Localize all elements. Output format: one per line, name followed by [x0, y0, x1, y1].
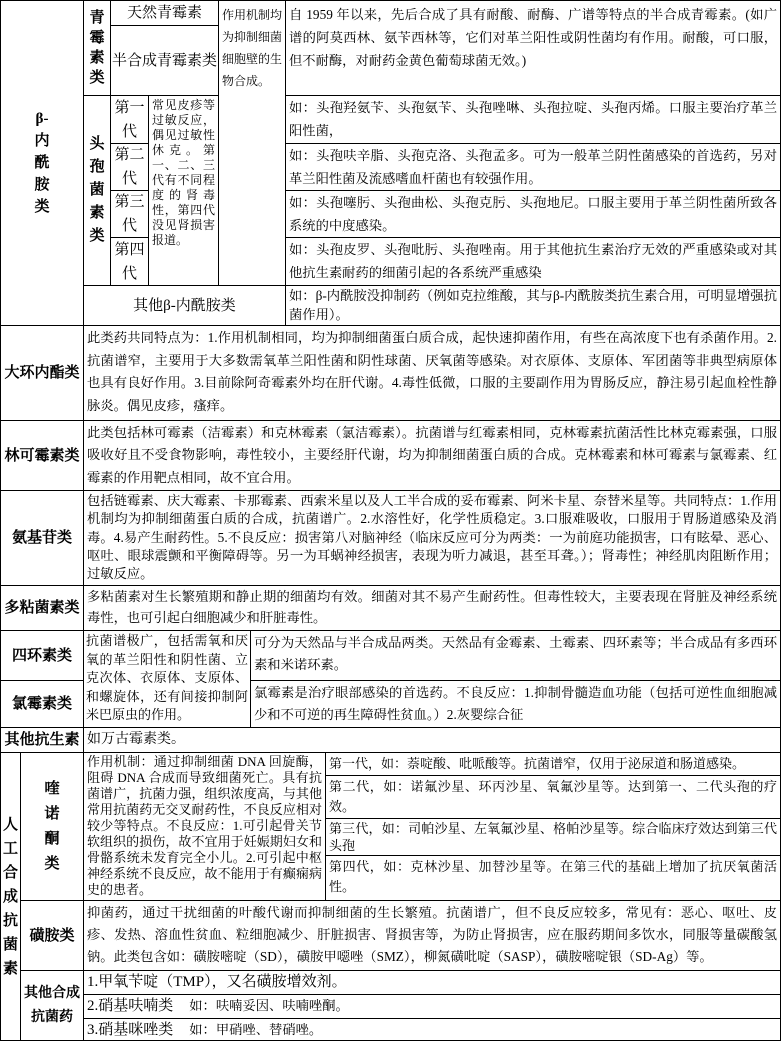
other-synthetic-item-detail: 如：甲硝唑、替硝唑。: [189, 1022, 323, 1037]
macrolides-description: 此类药共同特点为：1.作用机制相同，均为抑制细菌蛋白质合成，起快速抑菌作用，有些在高浓度下也有杀菌作用。2.抗菌谱窄，主要用于大多数需氧革兰阳性菌和阴性球菌、厌氧菌等感染。对衣原体、支原体、军团菌等非典型病原体也具有良好作用。3.目前除阿奇霉素外均在肝代谢。4.毒性低微，口服的主要副作用为胃肠反应，静注易引起血栓性静脉炎。偶见皮疹，瘙痒。: [83, 325, 781, 421]
cephalosporin-adverse-reactions: 常见皮疹等过敏反应，偶见过敏性休克。第一、二、三代有不同程度的肾毒性，第四代没见肾损害报道。: [148, 95, 219, 286]
quinolone-generation: 第三代，如：司帕沙星、左氧氟沙星、格帕沙星等。综合临床疗效达到第三代头孢: [325, 818, 781, 856]
class-label-tetracyclines: 四环素类: [0, 630, 84, 681]
quinolone-generation: 第二代，如：诺氟沙星、环丙沙星、氧氟沙星等。达到第一、二代头孢的疗效。: [325, 775, 781, 819]
class-label-macrolides: 大环内酯类: [0, 325, 84, 421]
class-label-lincomycins: 林可霉素类: [0, 420, 84, 491]
cephalosporin-generation-label: 第四代: [110, 237, 149, 286]
subclass-label-quinolones: [20, 752, 84, 901]
class-label-other-antibiotics: 其他抗生素: [0, 727, 84, 753]
other-beta-lactam-description: 如：β-内酰胺没抑制药（例如克拉维酸，其与β-内酰胺类抗生素合用，可明显增强抗菌作用）。: [285, 285, 781, 326]
class-label-synthetic-text: 人工合成抗菌素: [2, 816, 18, 977]
cephalosporin-generation-description: 如：头孢羟氨苄、头孢氨苄、头孢唑啉、头孢拉啶、头孢丙烯。口服主要治疗革兰阳性菌，: [285, 95, 781, 144]
subclass-label-penicillins: [83, 0, 111, 96]
quinolone-generation: 第一代，如：萘啶酸、吡哌酸等。抗菌谱窄，仅用于泌尿道和肠道感染。: [325, 752, 781, 776]
class-label-beta-lactam-text: β-内酰胺类: [34, 111, 50, 215]
other-beta-lactam-label: 其他β-内酰胺类: [83, 285, 286, 326]
subclass-label-other-synthetic: 其他合成抗菌药: [20, 970, 84, 1041]
subclass-label-cephalosporins-text: 头孢菌素类: [89, 136, 105, 244]
class-label-beta-lactam: [0, 0, 84, 326]
sulfonamides-description: 抑菌药，通过干扰细菌的叶酸代谢而抑制细菌的生长繁殖。抗菌谱广，但不良反应较多，常见有：恶心、呕吐、皮疹、发热、溶血性贫血、粒细胞减少、肝脏损害、肾损害等，为防止肾损害，应在服药期间多饮水，同服等量碳酸氢钠。此类包含如：磺胺嘧啶（SD），磺胺甲噁唑（SMZ），柳氮磺吡啶（SASP），磺胺嘧啶银（SD-Ag）等。: [83, 900, 781, 971]
subclass-label-cephalosporins: [83, 95, 111, 286]
class-label-chloramphenicols: 氯霉素类: [0, 680, 84, 728]
other-antibiotics-description: 如万古霉素类。: [83, 727, 781, 753]
subclass-label-quinolones-text: 喹诺酮类: [44, 780, 60, 872]
cephalosporin-generation-description: 如：头孢噻肟、头孢曲松、头孢克肟、头孢地尼。口服主要用于革兰阴性菌所致各系统的中度感染。: [285, 190, 781, 238]
other-synthetic-item-label: 1.甲氧苄啶（TMP），又名磺胺增效剂。: [87, 974, 347, 990]
other-synthetic-item: [83, 970, 781, 995]
quinolones-overview: 作用机制：通过抑制细菌 DNA 回旋酶，阻碍 DNA 合成而导致细菌死亡。具有抗菌谱广，抗菌力强，组织浓度高，与其他常用抗菌药无交叉耐药性，不良反应相对较少等特点。不良反应：1.可引起骨关节软组织的损伤，故不宜用于妊娠期妇女和骨骼系统未发育完全小儿。2.可引起中枢神经系统不良反应，故不能用于有癫痫病史的患者。: [83, 752, 326, 901]
chloramphenicols-description: 氯霉素是治疗眼部感染的首选药。不良反应：1.抑制骨髓造血功能（包括可逆性血细胞减少和不可逆的再生障碍性贫血。）2.灰婴综合征: [250, 680, 781, 728]
cephalosporin-generation-description: 如：头孢呋辛脂、头孢克洛、头孢孟多。可为一般革兰阴性菌感染的首选药，另对革兰阳性菌及流感嗜血杆菌也有较强作用。: [285, 143, 781, 191]
tetracycline-chloramphenicol-spectrum: 抗菌谱极广，包括需氧和厌氧的革兰阳性和阴性菌、立克次体、衣原体、支原体、和螺旋体，还有间接抑制阿米巴原虫的作用。: [83, 630, 251, 728]
other-synthetic-item-label: 3.硝基咪唑类: [87, 1022, 174, 1038]
subclass-label-penicillins-text: 青霉素类: [89, 10, 105, 86]
other-synthetic-item-detail: 如：呋喃妥因、呋喃唑酮。: [189, 998, 349, 1013]
penicillin-description: 自 1959 年以来，先后合成了具有耐酸、耐酶、广谱等特点的半合成青霉素。(如广谱的阿莫西林、氨苄西林等，它们对革兰阳性或阴性菌均有作用。耐酸，可口服，但不耐酶，对耐药金黄色葡萄球菌无效。): [285, 0, 781, 96]
beta-lactam-mechanism-text: 作用机制均为抑制细菌细胞壁的生物合成。: [218, 0, 286, 286]
cephalosporin-generation-label: 第三代: [110, 190, 149, 238]
other-synthetic-item-label: 2.硝基呋喃类: [87, 998, 174, 1014]
cephalosporin-generation-label: 第一代: [110, 95, 149, 144]
lincomycins-description: 此类包括林可霉素（洁霉素）和克林霉素（氯洁霉素）。抗菌谱与红霉素相同，克林霉素抗菌活性比林克霉素强，口服吸收好且不受食物影响，毒性较小，主要经肝代谢，均为抑制细菌蛋白质的合成。克林霉素和林可霉素与氯霉素、红霉素的作用靶点相同，故不宜合用。: [83, 420, 781, 491]
penicillin-semisynthetic-label: 半合成青霉素类: [110, 25, 219, 96]
class-label-polymyxins: 多粘菌素类: [0, 585, 84, 631]
penicillin-natural-label: 天然青霉素: [110, 0, 219, 26]
cephalosporin-generation-description: 如：头孢皮罗、头孢吡肟、头孢唑南。用于其他抗生素治疗无效的严重感染或对其他抗生素耐药的细菌引起的各系统严重感染: [285, 237, 781, 286]
class-label-aminoglycosides: 氨基苷类: [0, 490, 84, 586]
tetracyclines-description: 可分为天然品与半合成品两类。天然品有金霉素、土霉素、四环素等；半合成品有多西环素和米诺环素。: [250, 630, 781, 681]
polymyxins-description: 多粘菌素对生长繁殖期和静止期的细菌均有效。细菌对其不易产生耐药性。但毒性较大，主要表现在肾脏及神经系统毒性，也可引起白细胞减少和肝脏毒性。: [83, 585, 781, 631]
subclass-label-sulfonamides: 磺胺类: [20, 900, 84, 971]
cephalosporin-generation-label: 第二代: [110, 143, 149, 191]
other-synthetic-item: [83, 1018, 781, 1041]
quinolone-generation: 第四代，如：克林沙星、加替沙星等。在第三代的基础上增加了抗厌氧菌活性。: [325, 855, 781, 901]
aminoglycosides-description: 包括链霉素、庆大霉素、卡那霉素、西索米星以及人工半合成的妥布霉素、阿米卡星、奈替米星等。共同特点：1.作用机制均为抑制细菌蛋白质的合成，抗菌谱广。2.水溶性好，化学性质稳定。3.口服难吸收，口服用于胃肠道感染及消毒。4.易产生耐药性。5.不良反应：损害第八对脑神经（临床反应可分为两类：一为前庭功能损害，口有眩晕、恶心、呕吐、眼球震颤和平衡障碍等。另一为耳蜗神经损害，表现为听力减退，甚至耳聋。）；肾毒性；神经肌肉阻断作用；过敏反应。: [83, 490, 781, 586]
class-label-synthetic: [0, 752, 21, 1041]
other-synthetic-item: [83, 994, 781, 1019]
